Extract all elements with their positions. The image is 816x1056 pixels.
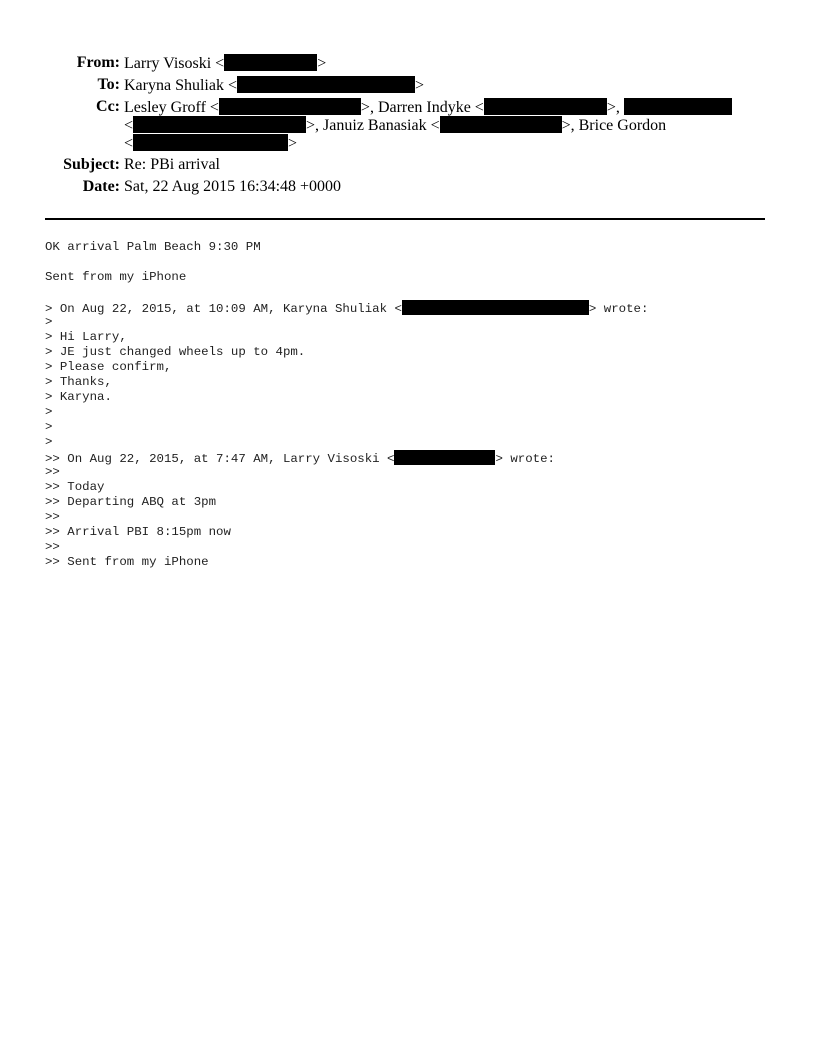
body-line: Sent from my iPhone <box>45 270 187 284</box>
to-label: To: <box>97 76 120 93</box>
quote-text: > wrote: <box>588 302 649 316</box>
to-value <box>124 76 424 95</box>
body-line: > <box>45 405 53 419</box>
quote-text: > On Aug 22, 2015, at 10:09 AM, Karyna Shuliak < <box>45 302 402 316</box>
redaction-box <box>484 98 607 115</box>
redaction-box <box>624 98 732 115</box>
redaction-box <box>133 116 306 133</box>
bracket: > <box>317 55 327 72</box>
cc-sep: < <box>124 135 134 152</box>
from-value <box>124 54 326 73</box>
body-line-quote-header <box>45 450 555 467</box>
cc-name: Lesley Groff < <box>124 99 219 116</box>
redaction-box <box>440 116 562 133</box>
bracket: > <box>415 77 425 94</box>
redaction-box <box>224 54 317 71</box>
body-line: >> Sent from my iPhone <box>45 555 209 569</box>
body-line: > JE just changed wheels up to 4pm. <box>45 345 306 359</box>
cc-label: Cc: <box>96 98 120 115</box>
body-line: > <box>45 420 53 434</box>
subject-label: Subject: <box>63 156 120 173</box>
body-line: > Thanks, <box>45 375 112 389</box>
body-line: > Karyna. <box>45 390 112 404</box>
redaction-box <box>219 98 361 115</box>
body-line: > <box>45 435 53 449</box>
from-label: From: <box>76 54 120 71</box>
cc-name: >, Brice Gordon <box>561 117 667 134</box>
cc-value-line2 <box>124 116 666 135</box>
body-line: > <box>45 315 53 329</box>
quote-text: > wrote: <box>495 452 555 466</box>
subject-value: Re: PBi arrival <box>124 156 220 173</box>
cc-sep: < <box>124 117 134 134</box>
to-name: Karyna Shuliak < <box>124 77 237 94</box>
body-line-quote-header <box>45 300 648 317</box>
cc-value-line1 <box>124 98 732 117</box>
redaction-box <box>133 134 288 151</box>
body-line: >> Today <box>45 480 105 494</box>
quote-text: >> On Aug 22, 2015, at 7:47 AM, Larry Visoski < <box>45 452 395 466</box>
redaction-box <box>237 76 415 93</box>
from-name: Larry Visoski < <box>124 55 225 72</box>
body-line: >> Departing ABQ at 3pm <box>45 495 217 509</box>
body-line: > Hi Larry, <box>45 330 127 344</box>
body-line: OK arrival Palm Beach 9:30 PM <box>45 240 261 254</box>
bracket: > <box>288 135 298 152</box>
header-divider <box>45 218 765 220</box>
body-line: > Please confirm, <box>45 360 172 374</box>
body-line: >> <box>45 510 60 524</box>
body-line: >> <box>45 465 60 479</box>
cc-name: >, Januiz Banasiak < <box>306 117 440 134</box>
cc-name: >, Darren Indyke < <box>360 99 484 116</box>
cc-value-line3 <box>124 134 297 153</box>
date-label: Date: <box>82 178 120 195</box>
date-value: Sat, 22 Aug 2015 16:34:48 +0000 <box>124 178 342 195</box>
cc-sep: >, <box>606 99 624 116</box>
redaction-box <box>394 450 495 465</box>
body-line: >> <box>45 540 60 554</box>
body-line: >> Arrival PBI 8:15pm now <box>45 525 231 539</box>
redaction-box <box>402 300 589 315</box>
